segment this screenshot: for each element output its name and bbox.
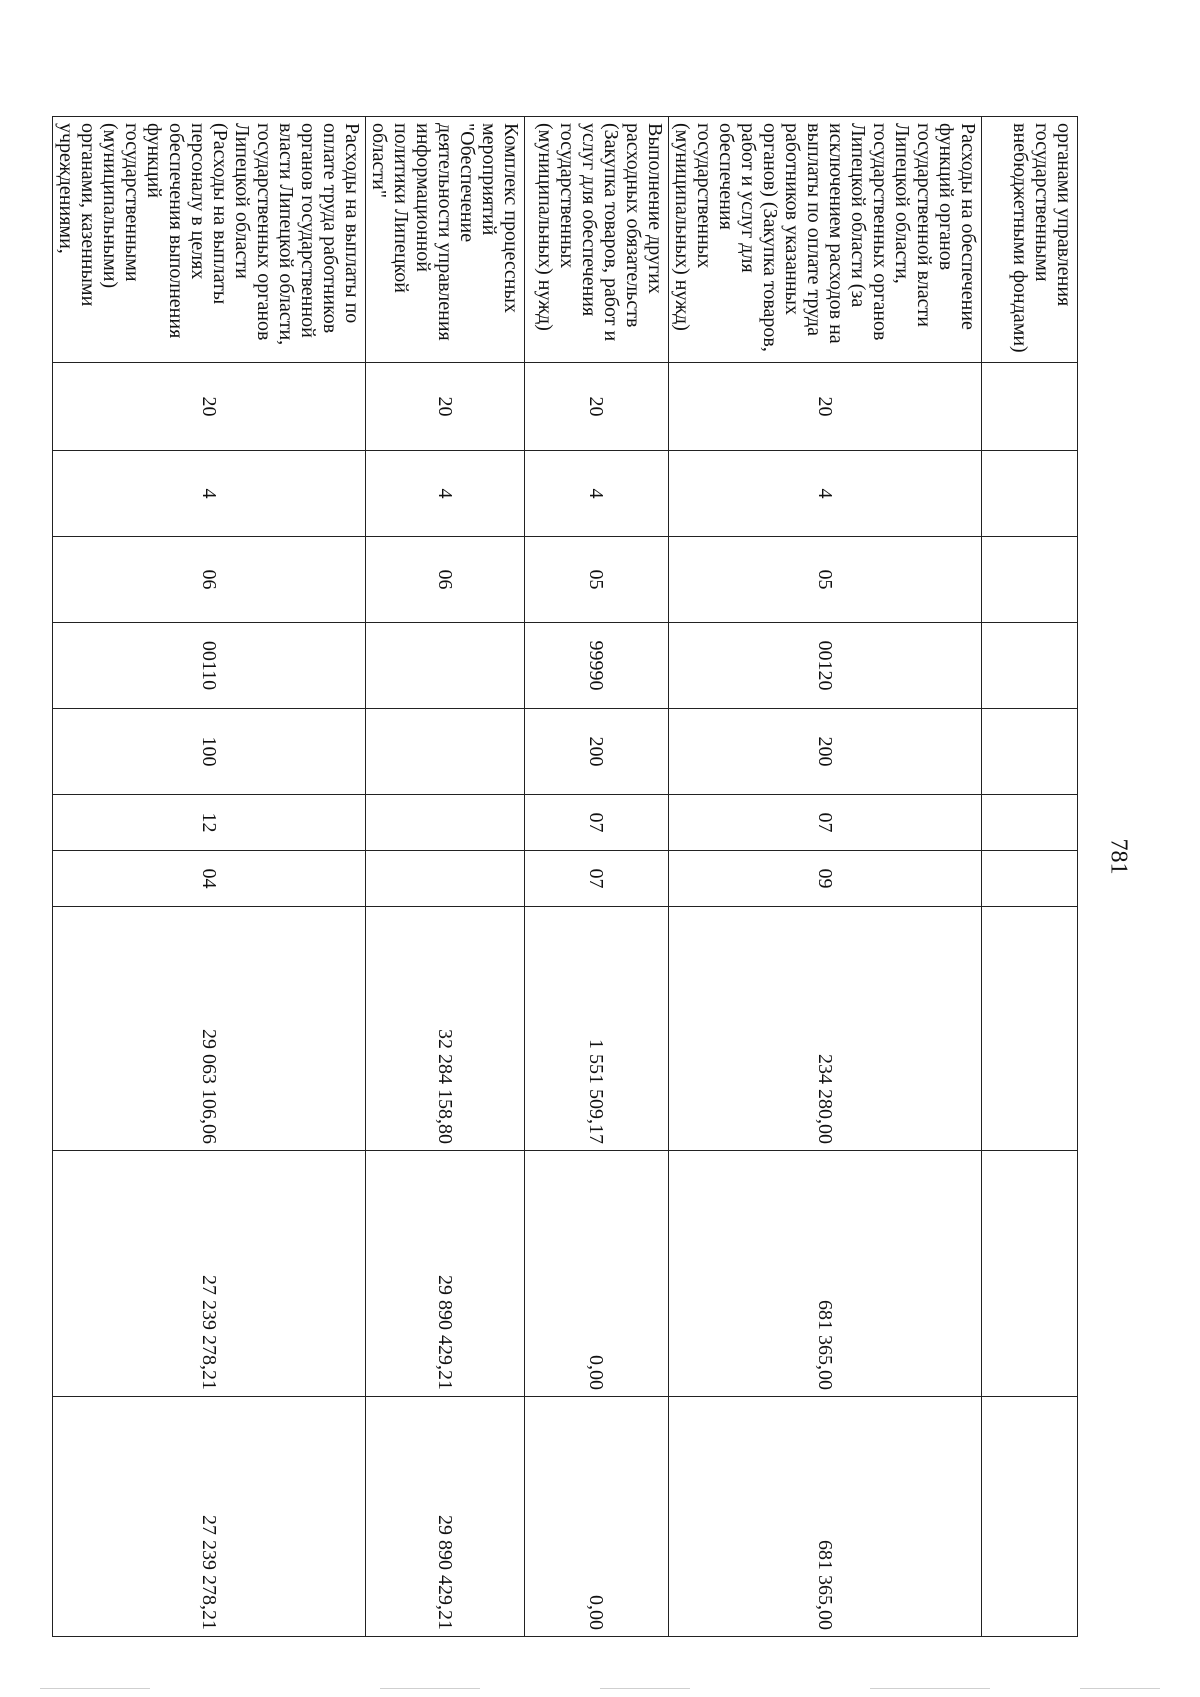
ministry-code: 20	[53, 363, 366, 451]
kosgu2-code: 04	[53, 851, 366, 907]
amount-3: 0,00	[525, 1397, 669, 1637]
scan-artifact	[40, 1688, 150, 1689]
section-code	[982, 451, 1078, 537]
rotated-table-container	[55, 116, 1078, 1636]
expense-type-code: 100	[53, 709, 366, 795]
ministry-code: 20	[366, 363, 525, 451]
row-name: Расходы на выплаты по оплате труда работников органов государственной власти Липецкой области, государственных органов Липецкой области (Расходы на выплаты персоналу в целях обеспечения выполнения функций государственными (муниципальными) органами, казенными учреждениями,	[53, 117, 366, 363]
section-code: 4	[366, 451, 525, 537]
kosgu1-code	[366, 795, 525, 851]
amount-3: 681 365,00	[669, 1397, 982, 1637]
target-code	[366, 623, 525, 709]
ministry-code: 20	[669, 363, 982, 451]
expense-type-code	[982, 709, 1078, 795]
scan-artifact	[380, 1688, 480, 1689]
amount-1: 1 551 509,17	[525, 907, 669, 1151]
amount-2	[982, 1151, 1078, 1397]
expense-type-code	[366, 709, 525, 795]
budget-table	[52, 116, 1078, 1637]
kosgu1-code	[982, 795, 1078, 851]
amount-2: 29 890 429,21	[366, 1151, 525, 1397]
kosgu1-code: 07	[525, 795, 669, 851]
section-code: 4	[669, 451, 982, 537]
amount-1: 234 280,00	[669, 907, 982, 1151]
table-row	[366, 117, 525, 1637]
table-row	[982, 117, 1078, 1637]
row-name: органами управления государственными внебюджетными фондами)	[982, 117, 1078, 363]
target-code: 00110	[53, 623, 366, 709]
row-name: Комплекс процессных мероприятий "Обеспечение деятельности управления информационной политики Липецкой области"	[366, 117, 525, 363]
kosgu2-code: 09	[669, 851, 982, 907]
scan-artifact	[600, 1688, 690, 1689]
kosgu2-code: 07	[525, 851, 669, 907]
kosgu1-code: 07	[669, 795, 982, 851]
scan-artifact	[1080, 1688, 1160, 1689]
ministry-code: 20	[525, 363, 669, 451]
target-code	[982, 623, 1078, 709]
kosgu1-code: 12	[53, 795, 366, 851]
subsection-code: 05	[525, 537, 669, 623]
amount-1: 29 063 106,06	[53, 907, 366, 1151]
kosgu2-code	[366, 851, 525, 907]
scan-artifact	[870, 1688, 990, 1689]
target-code: 99990	[525, 623, 669, 709]
amount-2: 0,00	[525, 1151, 669, 1397]
amount-2: 27 239 278,21	[53, 1151, 366, 1397]
amount-3	[982, 1397, 1078, 1637]
amount-3: 27 239 278,21	[53, 1397, 366, 1637]
amount-1	[982, 907, 1078, 1151]
section-code: 4	[525, 451, 669, 537]
subsection-code: 05	[669, 537, 982, 623]
row-name: Расходы на обеспечение функций органов государственной власти Липецкой области, государственных органов Липецкой области (за исключением расходов на выплаты по оплате труда работников указанных органов) (Закупка товаров, работ и услуг для обеспечения государственных (муниципальных) нужд)	[669, 117, 982, 363]
expense-type-code: 200	[669, 709, 982, 795]
expense-type-code: 200	[525, 709, 669, 795]
page-number: 781	[1105, 838, 1132, 875]
ministry-code	[982, 363, 1078, 451]
amount-2: 681 365,00	[669, 1151, 982, 1397]
amount-1: 32 284 158,80	[366, 907, 525, 1151]
subsection-code: 06	[366, 537, 525, 623]
target-code: 00120	[669, 623, 982, 709]
table-row	[53, 117, 366, 1637]
table-row	[669, 117, 982, 1637]
kosgu2-code	[982, 851, 1078, 907]
table-row	[525, 117, 669, 1637]
subsection-code: 06	[53, 537, 366, 623]
amount-3: 29 890 429,21	[366, 1397, 525, 1637]
row-name: Выполнение других расходных обязательств (Закупка товаров, работ и услуг для обеспечения государственных (муниципальных) нужд)	[525, 117, 669, 363]
subsection-code	[982, 537, 1078, 623]
section-code: 4	[53, 451, 366, 537]
